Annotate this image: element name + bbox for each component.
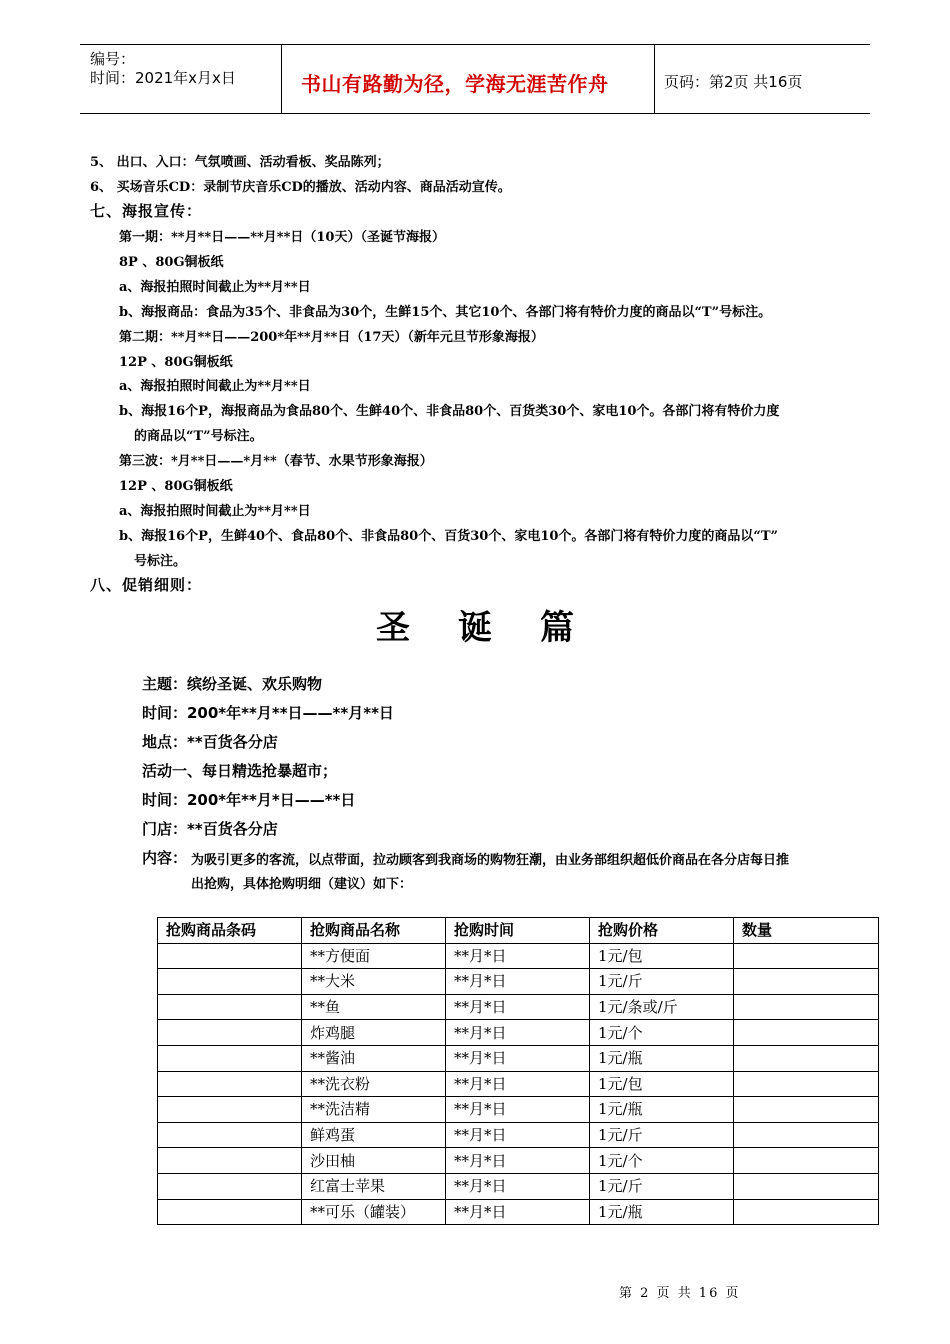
cell-quantity: [734, 1071, 879, 1097]
header-bottom-rule: [80, 113, 870, 114]
cell-name: 鲜鸡蛋: [302, 1122, 446, 1148]
theme-line: 主题：缤纷圣诞、欢乐购物: [142, 675, 323, 693]
table-row: [158, 1020, 879, 1046]
col-header-quantity: 数量: [734, 918, 879, 944]
cell-name: **大米: [302, 969, 446, 995]
cell-barcode: [158, 1071, 302, 1097]
cell-time: **月*日: [446, 1045, 590, 1071]
cell-barcode: [158, 1097, 302, 1123]
header-divider-left: [281, 44, 282, 113]
cell-price: 1元/瓶: [590, 1045, 734, 1071]
item-5: 5、 出口、入口：气氛喷画、活动看板、奖品陈列；: [90, 155, 390, 170]
poster-line: b、海报16个P，生鲜40个、食品80个、非食品80个、百货30个、家电10个。各部门将有特价力度的商品以“T”: [119, 529, 779, 544]
cell-name: **鱼: [302, 994, 446, 1020]
poster-line: 号标注。: [134, 554, 187, 569]
poster-line: 12P 、80G铜板纸: [119, 355, 233, 370]
cell-time: **月*日: [446, 994, 590, 1020]
cell-quantity: [734, 1199, 879, 1225]
poster-line: a、海报拍照时间截止为**月**日: [119, 379, 311, 394]
cell-name: **可乐（罐装）: [302, 1199, 446, 1225]
time-line: 时间：200*年**月**日——**月**日: [142, 704, 394, 722]
cell-price: 1元/个: [590, 1020, 734, 1046]
cell-barcode: [158, 969, 302, 995]
cell-name: **洗洁精: [302, 1097, 446, 1123]
poster-line: b、海报商品：食品为35个、非食品为30个，生鲜15个、其它10个、各部门将有特价力度的商品以“T”号标注。: [119, 305, 772, 320]
cell-barcode: [158, 994, 302, 1020]
cell-barcode: [158, 1173, 302, 1199]
cell-price: 1元/瓶: [590, 1199, 734, 1225]
poster-line: 8P 、80G铜板纸: [119, 255, 224, 270]
footer-page-number: 第 2 页 共 16 页: [619, 1286, 741, 1301]
cell-time: **月*日: [446, 969, 590, 995]
cell-name: **方便面: [302, 943, 446, 969]
cell-price: 1元/个: [590, 1148, 734, 1174]
poster-line: 第三波：*月**日——*月**（春节、水果节形象海报）: [119, 454, 433, 469]
col-header-time: 抢购时间: [446, 918, 590, 944]
content-line-1: 为吸引更多的客流，以点带面，拉动顾客到我商场的购物狂潮，由业务部组织超低价商品在各分店每日推: [191, 853, 790, 868]
cell-barcode: [158, 1199, 302, 1225]
table-row: [158, 1173, 879, 1199]
cell-time: **月*日: [446, 1199, 590, 1225]
place-line: 地点：**百货各分店: [142, 733, 278, 751]
poster-line: b、海报16个P，海报商品为食品80个、生鲜40个、非食品80个、百货类30个、家电10个。各部门将有特价力度: [119, 404, 780, 419]
promo-table: [157, 917, 879, 1225]
cell-price: 1元/瓶: [590, 1097, 734, 1123]
poster-line: 第二期：**月**日——200*年**月**日（17天）（新年元旦节形象海报）: [119, 330, 544, 345]
table-row: [158, 994, 879, 1020]
col-header-barcode: 抢购商品条码: [158, 918, 302, 944]
cell-time: **月*日: [446, 1122, 590, 1148]
activity-1-title: 活动一、每日精选抢暴超市；: [142, 762, 338, 780]
cell-name: 沙田柚: [302, 1148, 446, 1174]
activity-1-time: 时间：200*年**月*日——**日: [142, 791, 356, 809]
cell-time: **月*日: [446, 1097, 590, 1123]
cell-price: 1元/包: [590, 1071, 734, 1097]
table-row: [158, 969, 879, 995]
table-row: [158, 1148, 879, 1174]
cell-time: **月*日: [446, 1148, 590, 1174]
cell-price: 1元/斤: [590, 1122, 734, 1148]
cell-name: 红富士苹果: [302, 1173, 446, 1199]
content-label: 内容：: [142, 849, 188, 867]
item-6: 6、 买场音乐CD：录制节庆音乐CD的播放、活动内容、商品活动宣传。: [90, 180, 511, 195]
cell-barcode: [158, 1020, 302, 1046]
content-line-2: 出抢购，具体抢购明细（建议）如下：: [191, 877, 413, 892]
cell-time: **月*日: [446, 943, 590, 969]
cell-price: 1元/条或/斤: [590, 994, 734, 1020]
table-row: [158, 1097, 879, 1123]
poster-line: a、海报拍照时间截止为**月**日: [119, 504, 311, 519]
poster-line: 的商品以“T”号标注。: [134, 429, 263, 444]
table-row: [158, 943, 879, 969]
cell-price: 1元/包: [590, 943, 734, 969]
cell-quantity: [734, 1045, 879, 1071]
cell-barcode: [158, 1122, 302, 1148]
header-number-label: 编号：: [90, 50, 136, 68]
section-7-title: 七、海报宣传：: [90, 202, 203, 220]
cell-quantity: [734, 943, 879, 969]
header-motto: 书山有路勤为径，学海无涯苦作舟: [301, 72, 609, 96]
table-header-row: [158, 918, 879, 944]
cell-price: 1元/斤: [590, 1173, 734, 1199]
cell-quantity: [734, 969, 879, 995]
header-divider-right: [654, 44, 655, 113]
cell-quantity: [734, 1122, 879, 1148]
store-line: 门店：**百货各分店: [142, 820, 278, 838]
section-8-title: 八、促销细则：: [90, 576, 203, 594]
poster-line: 12P 、80G铜板纸: [119, 479, 233, 494]
table-row: [158, 1045, 879, 1071]
cell-quantity: [734, 1173, 879, 1199]
col-header-price: 抢购价格: [590, 918, 734, 944]
table-row: [158, 1199, 879, 1225]
cell-quantity: [734, 994, 879, 1020]
cell-quantity: [734, 1148, 879, 1174]
table-row: [158, 1071, 879, 1097]
cell-name: **洗衣粉: [302, 1071, 446, 1097]
cell-time: **月*日: [446, 1173, 590, 1199]
col-header-name: 抢购商品名称: [302, 918, 446, 944]
cell-quantity: [734, 1020, 879, 1046]
cell-barcode: [158, 1045, 302, 1071]
cell-barcode: [158, 943, 302, 969]
cell-time: **月*日: [446, 1020, 590, 1046]
christmas-title: 圣诞篇: [376, 608, 622, 648]
poster-line: a、海报拍照时间截止为**月**日: [119, 280, 311, 295]
header-top-rule: [80, 44, 870, 45]
cell-price: 1元/斤: [590, 969, 734, 995]
cell-quantity: [734, 1097, 879, 1123]
poster-line: 第一期：**月**日——**月**日（10天）（圣诞节海报）: [119, 230, 445, 245]
header-page-label: 页码：第2页 共16页: [664, 73, 803, 91]
cell-name: 炸鸡腿: [302, 1020, 446, 1046]
cell-barcode: [158, 1148, 302, 1174]
cell-name: **酱油: [302, 1045, 446, 1071]
header-time-label: 时间：2021年x月x日: [90, 69, 236, 87]
table-row: [158, 1122, 879, 1148]
cell-time: **月*日: [446, 1071, 590, 1097]
